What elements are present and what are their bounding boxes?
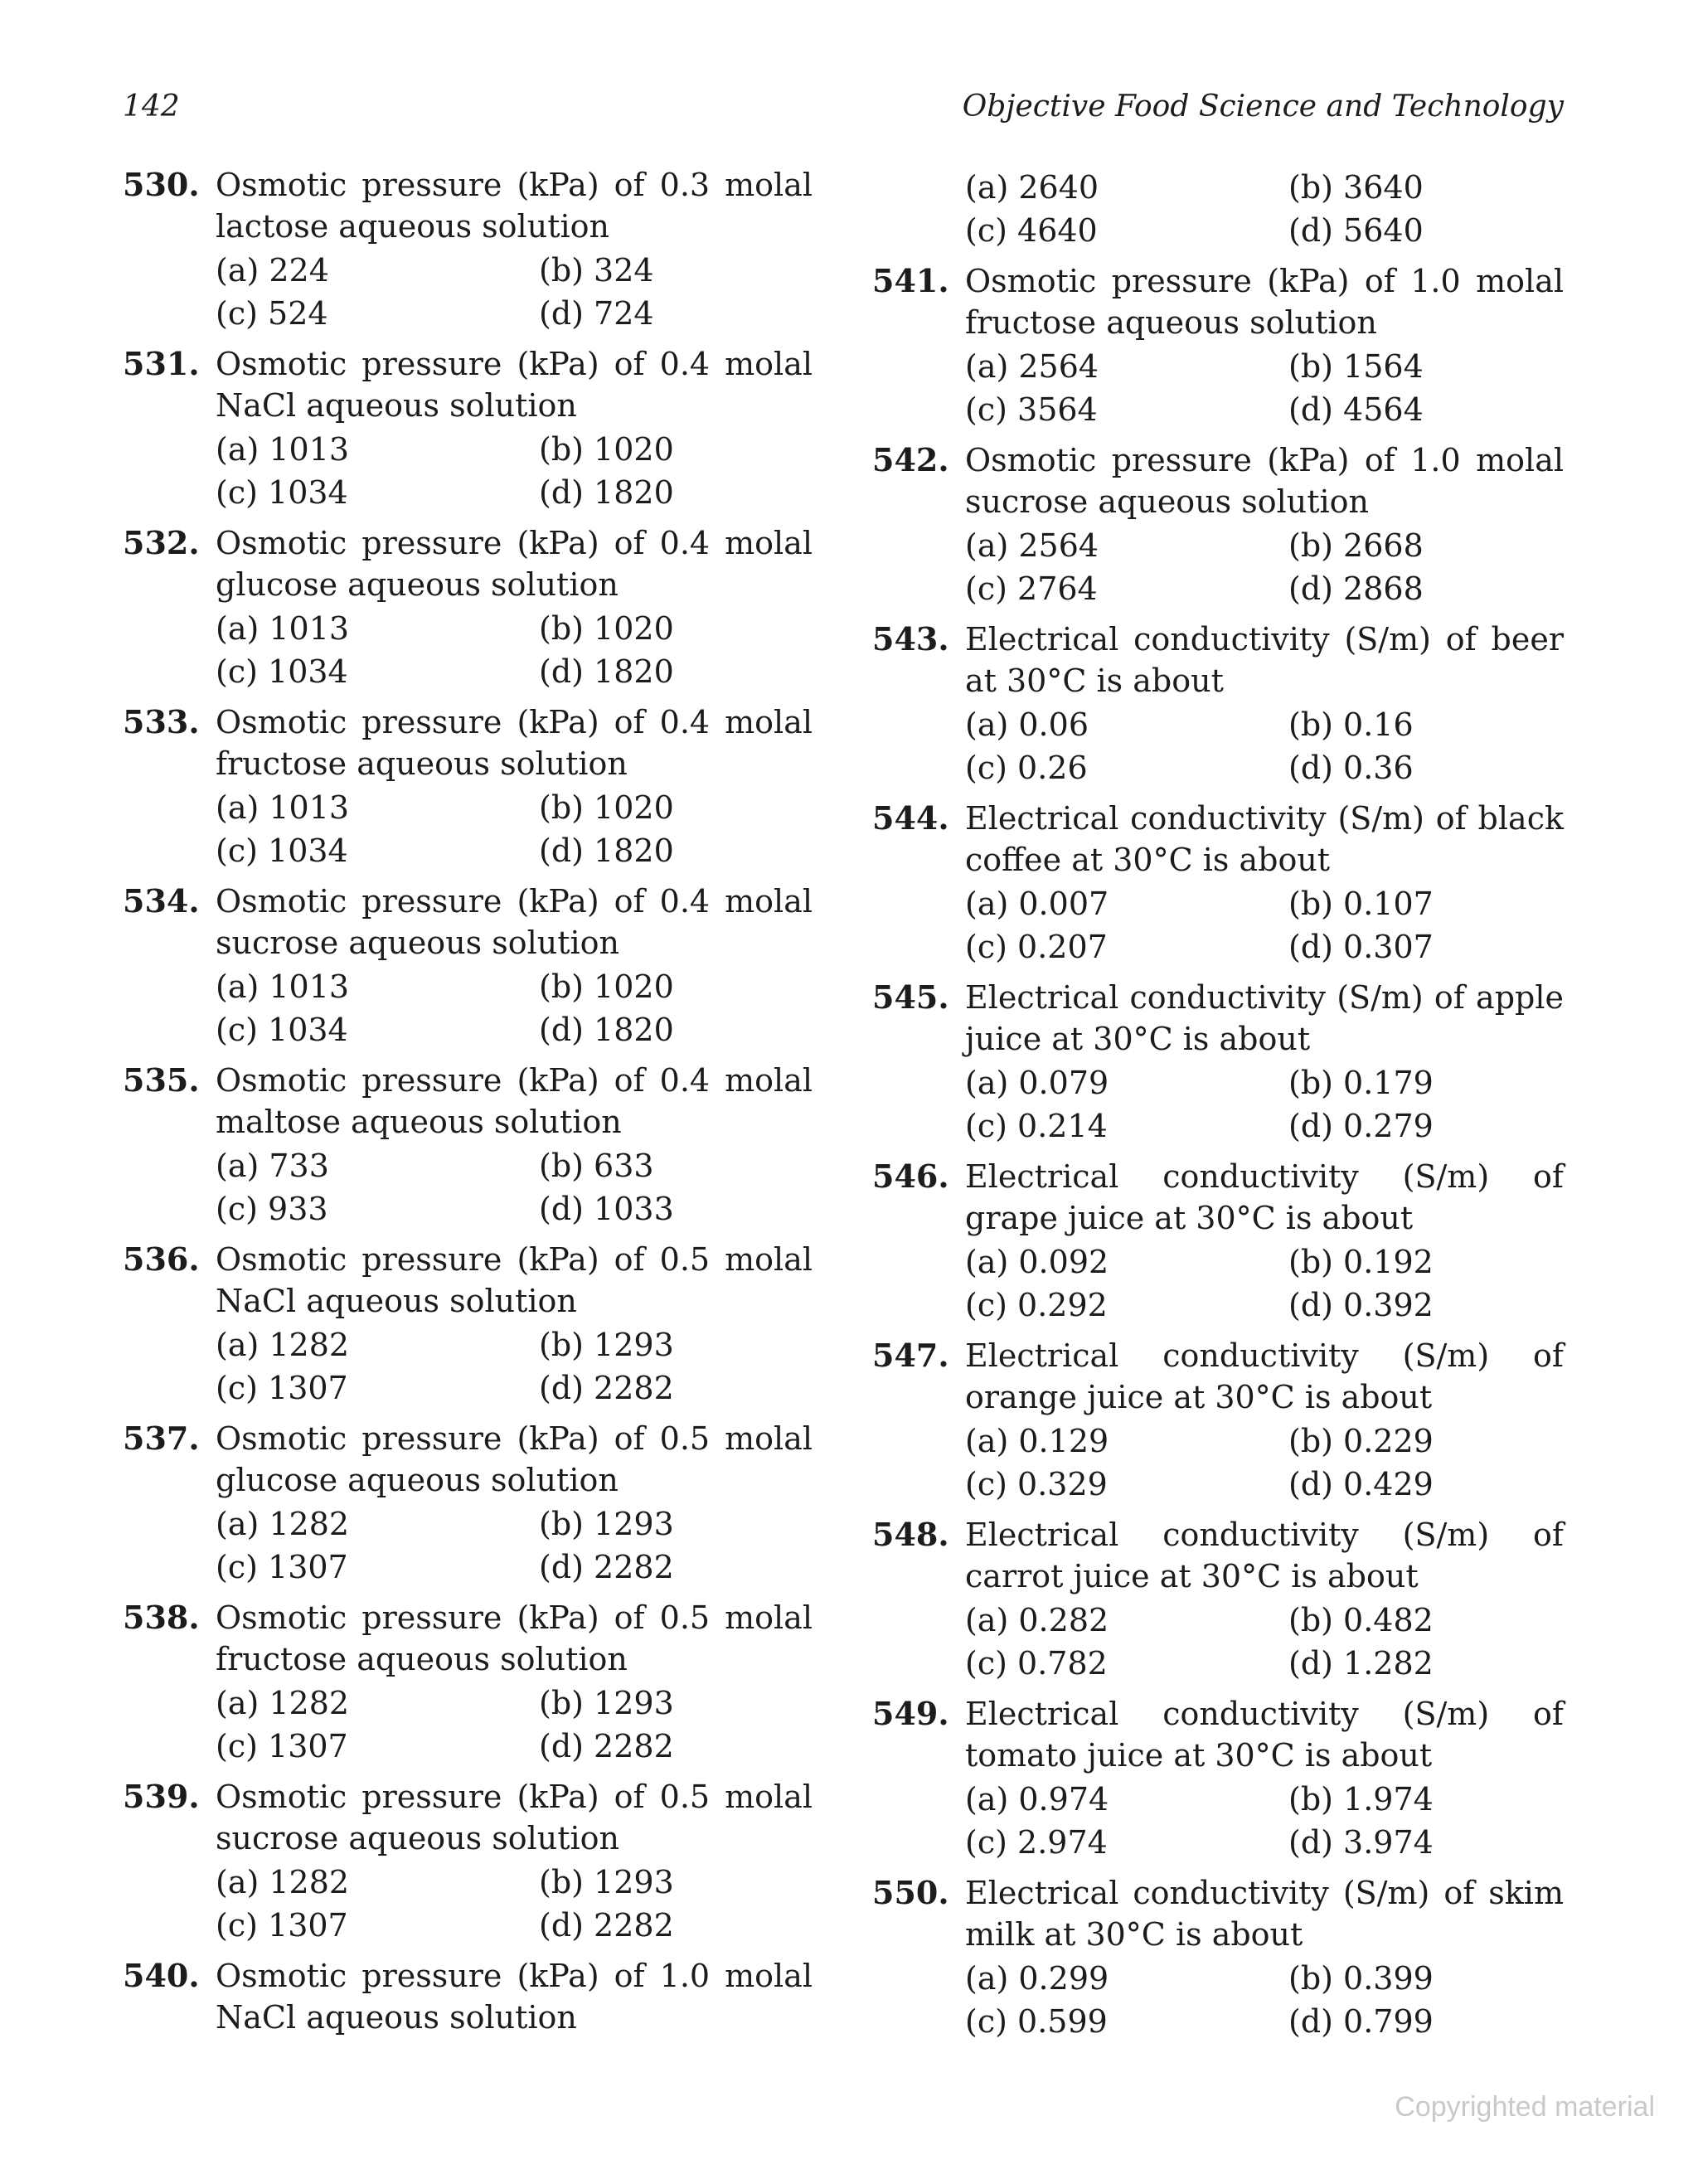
option-b: (b) 324 xyxy=(539,252,654,289)
option-d: (d) 5640 xyxy=(1288,212,1424,249)
option-a: (a) 1013 xyxy=(216,610,350,647)
question-number: 539. xyxy=(123,1778,200,1815)
question-number: 537. xyxy=(123,1420,200,1457)
option-b: (b) 2668 xyxy=(1288,527,1424,564)
question-item xyxy=(872,1872,1564,2043)
option-c: (c) 2764 xyxy=(965,570,1098,607)
option-b: (b) 1020 xyxy=(539,968,674,1005)
page-number: 142 xyxy=(123,90,180,124)
option-b: (b) 0.482 xyxy=(1288,1602,1434,1638)
option-c: (c) 0.292 xyxy=(965,1287,1108,1323)
question-number: 543. xyxy=(872,620,949,658)
option-a: (a) 2640 xyxy=(965,169,1099,206)
option-c: (c) 524 xyxy=(216,295,328,332)
option-a: (a) 0.282 xyxy=(965,1602,1109,1638)
option-c: (c) 1034 xyxy=(216,832,348,869)
question-item xyxy=(872,1514,1564,1685)
option-a: (a) 0.092 xyxy=(965,1244,1109,1280)
option-d: (d) 0.799 xyxy=(1288,2003,1434,2040)
book-title: Objective Food Science and Technology xyxy=(962,90,1564,124)
question-item xyxy=(123,343,813,514)
option-c: (c) 0.599 xyxy=(965,2003,1108,2040)
option-d: (d) 0.392 xyxy=(1288,1287,1434,1323)
option-c: (c) 0.329 xyxy=(965,1466,1108,1502)
option-c: (c) 2.974 xyxy=(965,1824,1108,1861)
option-a: (a) 0.974 xyxy=(965,1781,1109,1818)
question-number: 550. xyxy=(872,1874,949,1911)
option-b: (b) 1293 xyxy=(539,1327,674,1363)
option-d: (d) 3.974 xyxy=(1288,1824,1434,1861)
option-a: (a) 0.299 xyxy=(965,1960,1109,1997)
option-d: (d) 2282 xyxy=(539,1907,674,1944)
question-number: 541. xyxy=(872,262,949,299)
option-a: (a) 1013 xyxy=(216,968,350,1005)
left-column xyxy=(123,164,813,2046)
right-column xyxy=(872,164,1564,2051)
option-c: (c) 1307 xyxy=(216,1370,348,1406)
copyright-watermark: Copyrighted material xyxy=(1395,2091,1655,2123)
option-c: (c) 0.26 xyxy=(965,750,1088,786)
answer-options xyxy=(216,249,813,335)
option-b: (b) 1020 xyxy=(539,789,674,826)
question-text: Osmotic pressure (kPa) of 1.0 molal sucrose aqueous solution xyxy=(965,442,1564,520)
question-number: 549. xyxy=(872,1695,949,1732)
option-c: (c) 1307 xyxy=(216,1728,348,1764)
answer-options xyxy=(965,882,1564,968)
question-item xyxy=(123,1418,813,1589)
question-number: 538. xyxy=(123,1599,200,1636)
option-b: (b) 0.107 xyxy=(1288,886,1434,922)
option-d: (d) 1820 xyxy=(539,1012,674,1048)
question-text: Osmotic pressure (kPa) of 0.4 molal glucose aqueous solution xyxy=(216,525,813,603)
question-text: Electrical conductivity (S/m) of orange juice at 30°C is about xyxy=(965,1337,1564,1415)
option-a: (a) 0.129 xyxy=(965,1423,1109,1459)
question-item xyxy=(872,1693,1564,1864)
option-c: (c) 0.207 xyxy=(965,929,1108,965)
question-item xyxy=(872,260,1564,431)
option-c: (c) 1034 xyxy=(216,1012,348,1048)
question-number: 533. xyxy=(123,703,200,740)
continued-options xyxy=(872,166,1564,252)
option-a: (a) 0.06 xyxy=(965,706,1089,743)
answer-options xyxy=(965,1420,1564,1506)
question-number: 548. xyxy=(872,1516,949,1553)
question-text: Osmotic pressure (kPa) of 0.3 molal lactose aqueous solution xyxy=(216,167,813,245)
option-b: (b) 1293 xyxy=(539,1864,674,1900)
answer-options xyxy=(965,1599,1564,1685)
option-c: (c) 0.782 xyxy=(965,1645,1108,1682)
option-a: (a) 0.007 xyxy=(965,886,1109,922)
question-text: Osmotic pressure (kPa) of 1.0 molal NaCl aqueous solution xyxy=(216,1958,813,2036)
option-b: (b) 0.179 xyxy=(1288,1065,1434,1101)
question-item xyxy=(123,164,813,335)
option-d: (d) 1820 xyxy=(539,653,674,690)
option-d: (d) 1.282 xyxy=(1288,1645,1434,1682)
option-d: (d) 1033 xyxy=(539,1191,674,1227)
answer-options xyxy=(216,607,813,693)
question-item xyxy=(123,1060,813,1230)
option-d: (d) 1820 xyxy=(539,474,674,511)
question-item xyxy=(872,619,1564,789)
question-item xyxy=(123,881,813,1051)
question-text: Electrical conductivity (S/m) of apple juice at 30°C is about xyxy=(965,979,1564,1057)
question-number: 532. xyxy=(123,524,200,561)
question-item xyxy=(872,977,1564,1148)
question-item xyxy=(123,1776,813,1947)
question-text: Osmotic pressure (kPa) of 0.5 molal fructose aqueous solution xyxy=(216,1599,813,1677)
answer-options xyxy=(965,1061,1564,1148)
answer-options xyxy=(216,1144,813,1230)
question-number: 531. xyxy=(123,345,200,382)
answer-options xyxy=(216,786,813,872)
option-c: (c) 1307 xyxy=(216,1907,348,1944)
option-b: (b) 0.229 xyxy=(1288,1423,1434,1459)
question-text: Osmotic pressure (kPa) of 0.4 molal sucrose aqueous solution xyxy=(216,883,813,961)
answer-options xyxy=(965,1957,1564,2043)
question-number: 540. xyxy=(123,1957,200,1994)
option-a: (a) 2564 xyxy=(965,527,1099,564)
answer-options xyxy=(965,703,1564,789)
question-number: 535. xyxy=(123,1061,200,1099)
option-d: (d) 2282 xyxy=(539,1370,674,1406)
answer-options xyxy=(965,345,1564,431)
option-b: (b) 0.192 xyxy=(1288,1244,1434,1280)
option-c: (c) 1034 xyxy=(216,474,348,511)
option-c: (c) 1034 xyxy=(216,653,348,690)
answer-options xyxy=(965,524,1564,610)
answer-options xyxy=(216,1682,813,1768)
question-text: Electrical conductivity (S/m) of black coffee at 30°C is about xyxy=(965,800,1564,878)
option-d: (d) 0.36 xyxy=(1288,750,1414,786)
option-c: (c) 933 xyxy=(216,1191,328,1227)
option-c: (c) 0.214 xyxy=(965,1108,1108,1144)
question-number: 544. xyxy=(872,799,949,837)
answer-options xyxy=(216,1502,813,1589)
question-text: Electrical conductivity (S/m) of beer at 30°C is about xyxy=(965,621,1564,699)
question-number: 530. xyxy=(123,166,200,203)
option-d: (d) 2282 xyxy=(539,1549,674,1585)
option-a: (a) 1282 xyxy=(216,1685,350,1721)
option-d: (d) 4564 xyxy=(1288,391,1424,428)
question-number: 547. xyxy=(872,1337,949,1374)
question-text: Electrical conductivity (S/m) of skim milk at 30°C is about xyxy=(965,1875,1564,1953)
option-d: (d) 0.429 xyxy=(1288,1466,1434,1502)
question-text: Osmotic pressure (kPa) of 0.4 molal fructose aqueous solution xyxy=(216,704,813,782)
option-b: (b) 1564 xyxy=(1288,348,1424,385)
question-number: 546. xyxy=(872,1158,949,1195)
option-a: (a) 1282 xyxy=(216,1327,350,1363)
option-d: (d) 0.279 xyxy=(1288,1108,1434,1144)
question-text: Osmotic pressure (kPa) of 0.4 molal maltose aqueous solution xyxy=(216,1062,813,1140)
question-item xyxy=(123,701,813,872)
option-a: (a) 1282 xyxy=(216,1864,350,1900)
option-a: (a) 1282 xyxy=(216,1506,350,1542)
option-d: (d) 0.307 xyxy=(1288,929,1434,965)
option-b: (b) 1293 xyxy=(539,1506,674,1542)
question-item xyxy=(872,439,1564,610)
option-a: (a) 224 xyxy=(216,252,329,289)
option-a: (a) 2564 xyxy=(965,348,1099,385)
question-item xyxy=(872,1335,1564,1506)
question-text: Electrical conductivity (S/m) of grape juice at 30°C is about xyxy=(965,1158,1564,1236)
option-a: (a) 1013 xyxy=(216,789,350,826)
option-d: (d) 2282 xyxy=(539,1728,674,1764)
option-b: (b) 633 xyxy=(539,1148,654,1184)
option-b: (b) 1020 xyxy=(539,610,674,647)
option-d: (d) 724 xyxy=(539,295,654,332)
option-b: (b) 1293 xyxy=(539,1685,674,1721)
question-item xyxy=(123,1239,813,1410)
option-b: (b) 0.16 xyxy=(1288,706,1414,743)
question-text: Electrical conductivity (S/m) of tomato juice at 30°C is about xyxy=(965,1696,1564,1774)
question-number: 542. xyxy=(872,441,949,478)
answer-options xyxy=(965,1240,1564,1327)
answer-options xyxy=(216,1323,813,1410)
option-b: (b) 1.974 xyxy=(1288,1781,1434,1818)
option-d: (d) 1820 xyxy=(539,832,674,869)
question-number: 536. xyxy=(123,1240,200,1278)
option-c: (c) 1307 xyxy=(216,1549,348,1585)
option-b: (b) 0.399 xyxy=(1288,1960,1434,1997)
question-number: 545. xyxy=(872,978,949,1016)
question-number: 534. xyxy=(123,882,200,920)
answer-options xyxy=(216,965,813,1051)
question-text: Osmotic pressure (kPa) of 0.4 molal NaCl aqueous solution xyxy=(216,346,813,424)
question-item xyxy=(123,522,813,693)
option-a: (a) 733 xyxy=(216,1148,329,1184)
answer-options xyxy=(216,428,813,514)
option-a: (a) 1013 xyxy=(216,431,350,468)
question-item xyxy=(123,1597,813,1768)
question-text: Osmotic pressure (kPa) of 0.5 molal sucrose aqueous solution xyxy=(216,1779,813,1856)
option-b: (b) 3640 xyxy=(1288,169,1424,206)
question-text: Electrical conductivity (S/m) of carrot juice at 30°C is about xyxy=(965,1517,1564,1594)
question-item xyxy=(872,798,1564,968)
answer-options xyxy=(216,1861,813,1947)
question-text: Osmotic pressure (kPa) of 0.5 molal NaCl aqueous solution xyxy=(216,1241,813,1319)
option-c: (c) 3564 xyxy=(965,391,1098,428)
option-b: (b) 1020 xyxy=(539,431,674,468)
question-text: Osmotic pressure (kPa) of 0.5 molal glucose aqueous solution xyxy=(216,1420,813,1498)
question-item xyxy=(123,1955,813,2038)
option-c: (c) 4640 xyxy=(965,212,1098,249)
option-a: (a) 0.079 xyxy=(965,1065,1109,1101)
answer-options xyxy=(965,1778,1564,1864)
question-item xyxy=(872,1156,1564,1327)
option-d: (d) 2868 xyxy=(1288,570,1424,607)
question-text: Osmotic pressure (kPa) of 1.0 molal fructose aqueous solution xyxy=(965,263,1564,341)
